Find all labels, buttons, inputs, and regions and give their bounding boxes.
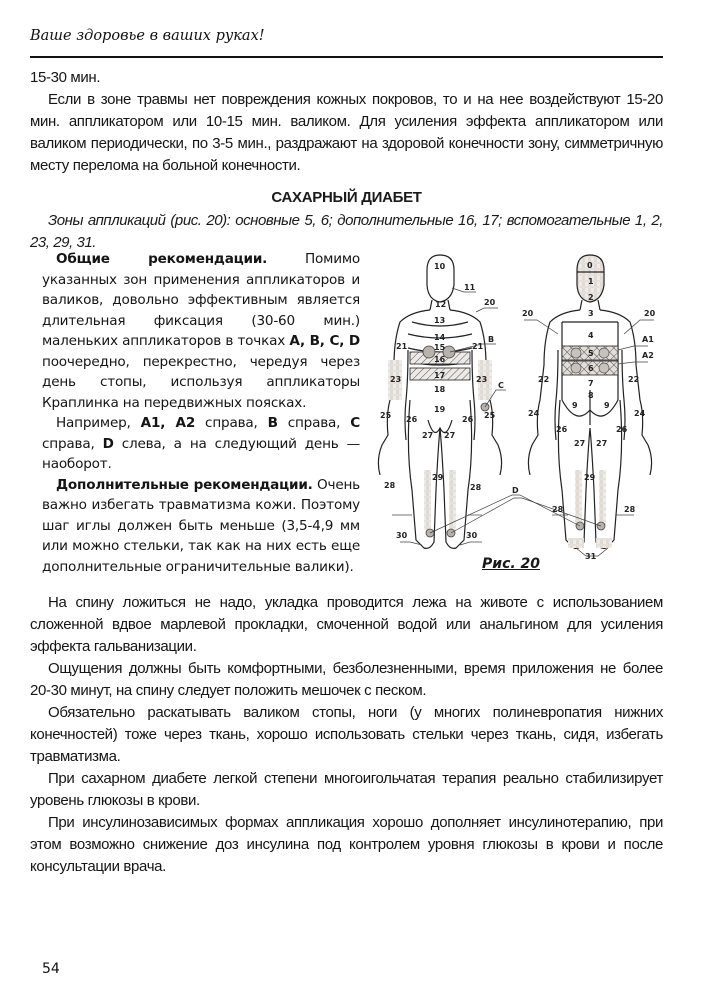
front-label: 13 [434,316,446,325]
intro-block [30,67,663,177]
back-label: 5 [588,349,594,358]
front-label: 25 [380,411,392,420]
back-point-6a [571,363,581,373]
intro-paragraph-2: Если в зоне травмы нет повреждения кожных покровов, то и на нее воздействуют 15-20 мин. аппликатором или 10-15 мин. валиком. Для усиления эффекта аппликатором или валиком периодически, по 3-5 мин., раздражают на здоровой конечности зону, симметричную месту перелома на больной конечности. [30,91,663,174]
back-label: A1 [642,335,654,344]
back-label: 0 [587,261,593,270]
back-label: 26 [616,425,628,434]
front-label: 21 [472,342,484,351]
front-zone-29-left [449,470,456,530]
back-label: 31 [585,552,597,560]
front-label: 29 [432,473,444,482]
back-label: 9 [604,401,610,410]
general-text-2: поочередно, перекрестно, чередуя через день стопы, используя аппликаторы Краплинка на передвижных поясках. [42,353,360,411]
back-label: 4 [588,331,594,340]
front-label: 16 [434,355,446,364]
back-label: 26 [556,425,568,434]
general-points: A, B, C, D [289,333,360,349]
header-rule [30,56,663,58]
example-text-1: справа, [195,415,268,431]
front-label: 26 [462,415,474,424]
back-label: 7 [588,379,594,388]
front-zone-29-right [424,470,431,530]
example-point-b: B [267,415,278,431]
back-zone-29-left [599,470,606,525]
back-label: 24 [634,409,646,418]
example-text-4: слева, а на следующий день — наоборот. [42,435,360,472]
general-text-1: Помимо указанных зон применения аппликаторов и валиков, довольно эффективным является длительная фиксация (30-60 мин.) маленьких аппликаторов в точках [42,251,360,349]
back-point-5b [599,348,609,358]
front-label: 10 [434,262,446,271]
additional-label: Дополнительные рекомендации. [56,476,313,493]
front-label: 11 [464,283,476,292]
back-label: 20 [522,309,534,318]
back-label: 29 [584,473,596,482]
example-prefix: Например, [56,415,141,431]
back-label: 22 [628,375,640,384]
example-point-c: C [350,415,361,431]
additional-text: Очень важно избегать травматизма кожи. Поэтому шаг иглы должен быть меньше (3,5-4,9 мм или можно стельки, так как на них есть еще дополнительные ограничительные валики). [42,476,360,575]
front-label: B [488,335,495,344]
front-label: 19 [434,405,446,414]
front-label: 23 [390,375,402,384]
front-label: 12 [435,300,447,309]
front-label: 27 [422,431,434,440]
back-label: 27 [574,439,586,448]
front-label: 15 [434,343,446,352]
back-label: 22 [538,375,550,384]
lower-paragraph-4: При сахарном диабете легкой степени многоигольчатая терапия реально стабилизирует уровень глюкозы в крови. [30,770,663,809]
back-label: A2 [642,351,654,360]
front-label: 25 [484,411,496,420]
back-label: 3 [588,309,594,318]
left-column [42,249,360,577]
front-label: 23 [476,375,488,384]
back-label: 1 [588,277,594,286]
example-paragraph [42,413,360,475]
back-label: 2 [588,293,594,302]
example-text-3: справа, [42,435,103,452]
leader-lines [392,288,654,556]
front-label: 17 [434,371,446,380]
front-label: 27 [444,431,456,440]
intro-paragraph-1: 15-30 мин. [30,69,101,86]
body-zones-figure [372,250,672,590]
front-label: C [498,381,504,390]
back-zone-31-right [568,538,584,548]
figure-caption: Рис. 20 [482,556,541,572]
example-point-d: D [102,435,114,452]
front-label: 21 [396,342,408,351]
back-label: 27 [596,439,608,448]
front-label: 26 [406,415,418,424]
general-recommendations [42,249,360,413]
lower-text-block [30,592,663,878]
body-zones-diagram [372,250,672,560]
back-zone-29-right [575,470,582,525]
back-label: 20 [644,309,656,318]
lower-paragraph-3: Обязательно раскатывать валиком стопы, ноги (у многих полиневропатия нижних конечностей) тоже через ткань, хорошо использовать стельки через ткань, сидя, избегать травматизма. [30,704,663,765]
front-label: 28 [384,481,396,490]
example-text-2: справа, [277,415,351,431]
back-point-6b [599,363,609,373]
lower-paragraph-5: При инсулинозависимых формах аппликация хорошо дополняет инсулинотерапию, при этом возможно снижение доз инсулина под контролем уровня глюкозы в крови и после консультации врача. [30,814,663,875]
front-label: 30 [396,531,408,540]
back-label: 28 [624,505,636,514]
front-label: 28 [470,483,482,492]
page-number: 54 [42,961,60,977]
example-point-a: A1, A2 [140,415,196,431]
lower-paragraph-1: На спину ложиться не надо, укладка проводится лежа на животе с использованием сложенной вдвое марлевой прокладки, смоченной водой или анальгином для усиления эффекта гальванизации. [30,594,663,655]
back-point-5a [571,348,581,358]
back-label: 8 [588,391,594,400]
back-label: 6 [588,364,594,373]
lower-paragraph-2: Ощущения должны быть комфортными, безболезненными, время приложения не более 20-30 минут, на спину следует положить мешочек с песком. [30,660,663,699]
additional-recommendations [42,475,360,578]
front-label: 30 [466,531,478,540]
front-label: 14 [434,333,446,342]
application-zones: Зоны аппликаций (рис. 20): основные 5, 6; дополнительные 16, 17; вспомогательные 1, 2, 23, 29, 31. [30,212,663,251]
front-label: 18 [434,385,446,394]
section-title: САХАРНЫЙ ДИАБЕТ [271,189,422,206]
back-label: 9 [572,401,578,410]
front-label: 20 [484,298,496,307]
running-head: Ваше здоровье в ваших руках! [30,28,265,44]
front-label: D [512,486,519,495]
general-label: Общие рекомендации. [56,251,268,267]
back-label: 24 [528,409,540,418]
back-zone-31-left [596,538,612,548]
back-label: 28 [552,505,564,514]
